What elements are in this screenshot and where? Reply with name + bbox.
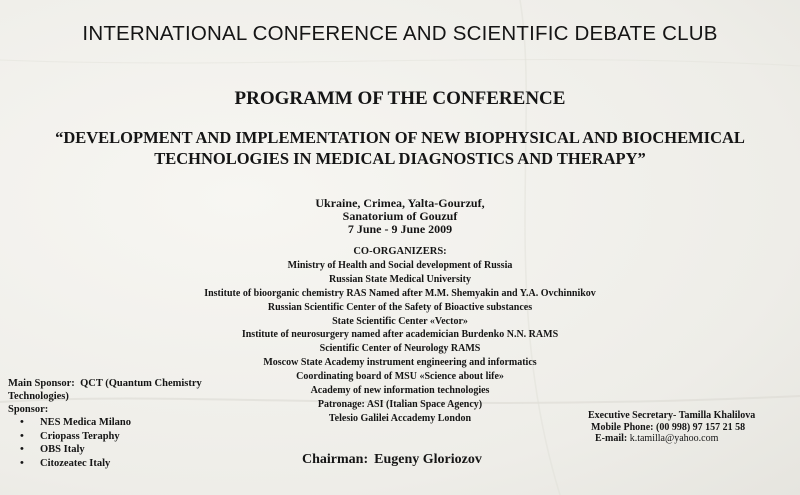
co-organizer-item: Ministry of Health and Social development of Russia [287, 260, 513, 271]
sponsor-label: Sponsor: [8, 404, 49, 415]
program-title: PROGRAMM OF THE CONFERENCE [234, 88, 566, 109]
co-organizer-item: Institute of bioorganic chemistry RAS Named after M.M. Shemyakin and Y.A. Ovchinnikov [204, 287, 596, 299]
co-organizer-item: State Scientific Center «Vector» [332, 315, 468, 327]
sponsor-item: • OBS Italy [40, 443, 208, 457]
phone-label: Mobile Phone: [591, 421, 654, 433]
location-line: Ukraine, Crimea, Yalta-Gourzuf, [315, 196, 485, 210]
co-organizer-item: Coordinating board of MSU «Science about life» [296, 371, 504, 383]
venue-line: Sanatorium of Gouzuf [342, 209, 458, 223]
conference-topic-line2: TECHNOLOGIES IN MEDICAL DIAGNOSTICS AND THERAPY” [154, 149, 646, 168]
main-sponsor-name-cont: Technologies) [8, 391, 69, 402]
mobile-phone-line [588, 422, 755, 434]
phone-number: (00 998) 97 157 21 58 [656, 421, 746, 433]
co-organizer-item: Academy of new information technologies [310, 385, 490, 397]
co-organizer-item: Moscow State Academy instrument engineering and informatics [263, 357, 537, 369]
executive-contact-block [588, 410, 755, 445]
executive-secretary: Executive Secretary- Tamilla Khalilova [588, 410, 756, 421]
main-sponsor-label: Main Sponsor: [8, 378, 75, 389]
email-label: E-mail: [595, 433, 628, 444]
patronage-line: Patronage: ASI (Italian Space Agency) [317, 398, 483, 410]
sponsor-item: • Citozeatec Italy [40, 457, 208, 471]
main-sponsor-name: QCT (Quantum Chemistry [80, 378, 202, 389]
conference-topic-line1: “DEVELOPMENT AND IMPLEMENTATION OF NEW BIOPHYSICAL AND BIOCHEMICAL [55, 128, 745, 147]
sponsor-item: • NES Medica Milano [40, 416, 208, 430]
sponsor-list [8, 416, 208, 470]
email-address[interactable]: k.tamilla@yahoo.com [629, 433, 719, 444]
sponsor-item: • Criopass Teraphy [40, 430, 208, 444]
co-organizer-item: Russian Scientific Center of the Safety of Bioactive substances [267, 301, 533, 313]
chairman-label: Chairman: [302, 452, 369, 467]
co-organizer-item: Telesio Galilei Accademy London [328, 412, 472, 424]
chairman-name: Eugeny Gloriozov [374, 452, 482, 467]
conference-dates: 7 June - 9 June 2009 [347, 222, 453, 236]
co-organizer-item: Institute of neurosurgery named after academician Burdenko N.N. RAMS [241, 329, 559, 341]
co-organizers-heading: CO-ORGANIZERS: [353, 246, 447, 257]
co-organizer-item: Russian State Medical University [329, 273, 471, 285]
email-line [588, 433, 755, 445]
chairman-line [302, 452, 482, 468]
club-title: INTERNATIONAL CONFERENCE AND SCIENTIFIC DEBATE CLUB [82, 22, 718, 45]
sponsors-block [8, 377, 208, 470]
main-sponsor-line [8, 377, 208, 390]
co-organizer-item: Scientific Center of Neurology RAMS [319, 343, 481, 355]
